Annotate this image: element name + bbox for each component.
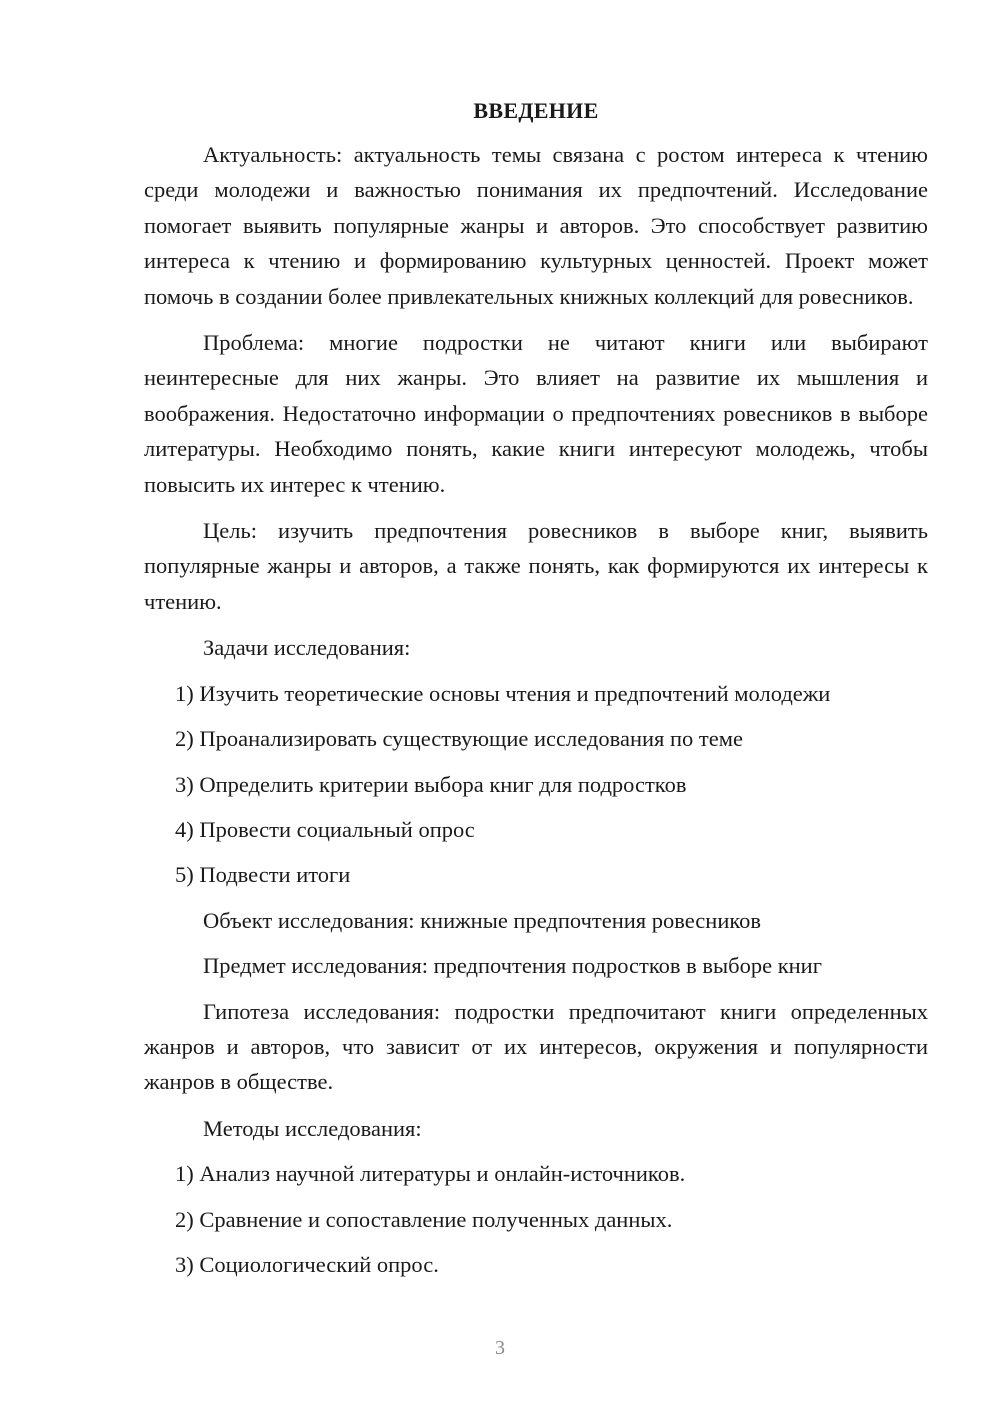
object-line: Объект исследования: книжные предпочтения ровесников (203, 907, 762, 933)
task-item: 1) Изучить теоретические основы чтения и предпочтений молодежи (175, 680, 831, 706)
task-item: 4) Провести социальный опрос (175, 816, 475, 842)
task-item: 2) Проанализировать существующие исследования по теме (175, 726, 743, 752)
hypothesis-paragraph: Гипотеза исследования: подростки предпочитают книги определенных жанров и авторов, что зависит от их интересов, окружения и популярности жанров в обществе. (144, 998, 928, 1095)
task-item: 3) Определить критерии выбора книг для подростков (175, 771, 687, 797)
method-item: 1) Анализ научной литературы и онлайн-источников. (175, 1161, 686, 1187)
method-item: 3) Социологический опрос. (175, 1251, 439, 1277)
page-content (144, 95, 928, 1292)
method-item: 2) Сравнение и сопоставление полученных данных. (175, 1206, 673, 1232)
task-item: 5) Подвести итоги (175, 862, 351, 888)
subject-line: Предмет исследования: предпочтения подростков в выборе книг (203, 953, 822, 979)
relevance-paragraph: Актуальность: актуальность темы связана с ростом интереса к чтению среди молодежи и важностью понимания их предпочтений. Исследование помогает выявить популярные жанры и авторов. Это способствует развитию интереса к чтению и формированию культурных ценностей. Проект может помочь в создании более привлекательных книжных коллекций для ровесников. (144, 142, 928, 309)
goal-paragraph: Цель: изучить предпочтения ровесников в выборе книг, выявить популярные жанры и авторов, а также понять, как формируются их интересы к чтению. (144, 518, 928, 614)
methods-heading: Методы исследования: (203, 1115, 422, 1141)
problem-paragraph: Проблема: многие подростки не читают книги или выбирают неинтересные для них жанры. Это влияет на развитие их мышления и воображения. Недостаточно информации о предпочтениях ровесников в выборе литературы. Необходимо понять, какие книги интересуют молодежь, чтобы повысить их интерес к чтению. (144, 330, 928, 497)
tasks-heading: Задачи исследования: (203, 635, 411, 661)
page-title: ВВЕДЕНИЕ (473, 98, 599, 123)
page-number: 3 (495, 1337, 505, 1359)
